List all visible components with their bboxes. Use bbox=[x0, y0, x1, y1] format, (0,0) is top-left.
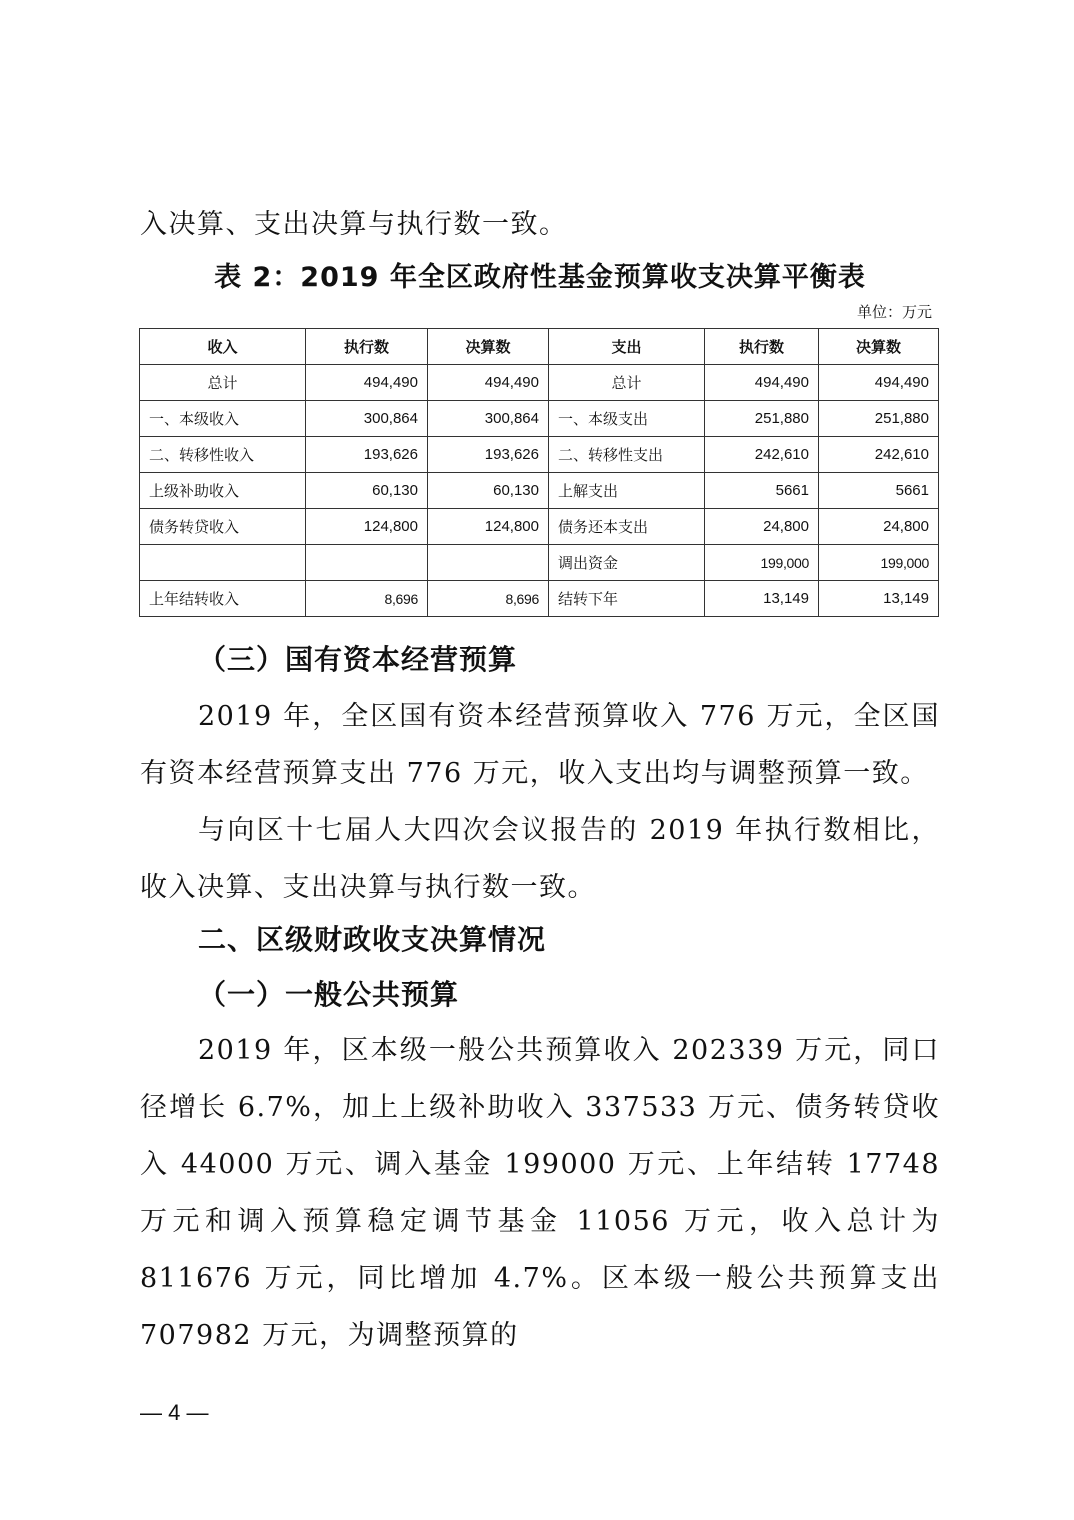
cell-value: 494,490 bbox=[306, 365, 428, 401]
cell-value: 242,610 bbox=[705, 437, 819, 473]
row-label: 二、转移性收入 bbox=[140, 437, 306, 473]
row-label: 一、本级收入 bbox=[140, 401, 306, 437]
cell-value: 124,800 bbox=[428, 509, 549, 545]
row-label: 上解支出 bbox=[549, 473, 705, 509]
cell-value: 300,864 bbox=[306, 401, 428, 437]
row-label: 债务转贷收入 bbox=[140, 509, 306, 545]
cell-value: 24,800 bbox=[819, 509, 939, 545]
row-label: 结转下年 bbox=[549, 581, 705, 617]
row-label: 二、转移性支出 bbox=[549, 437, 705, 473]
page-number: — 4 — bbox=[140, 1400, 209, 1425]
paragraph-comparison: 与向区十七届人大四次会议报告的 2019 年执行数相比，收入决算、支出决算与执行数一致。 bbox=[140, 815, 940, 903]
table-row bbox=[140, 509, 939, 545]
table-row bbox=[140, 401, 939, 437]
col-header-income-final: 决算数 bbox=[428, 329, 549, 365]
row-label: 总计 bbox=[549, 365, 705, 401]
col-header-income-exec: 执行数 bbox=[306, 329, 428, 365]
cell-value: 5661 bbox=[705, 473, 819, 509]
row-label bbox=[140, 545, 306, 581]
table-row bbox=[140, 545, 939, 581]
table-header-row bbox=[140, 329, 939, 365]
cell-value bbox=[428, 545, 549, 581]
col-header-expense-exec: 执行数 bbox=[705, 329, 819, 365]
section-heading-general-budget: （一）一般公共预算 bbox=[198, 978, 460, 1011]
cell-value: 494,490 bbox=[428, 365, 549, 401]
cell-value: 193,626 bbox=[428, 437, 549, 473]
cell-value: 5661 bbox=[819, 473, 939, 509]
cell-value: 199,000 bbox=[819, 545, 939, 581]
continued-paragraph: 入决算、支出决算与执行数一致。 bbox=[140, 209, 568, 240]
cell-value: 60,130 bbox=[306, 473, 428, 509]
cell-value: 24,800 bbox=[705, 509, 819, 545]
paragraph-general-budget: 2019 年，区本级一般公共预算收入 202339 万元，同口径增长 6.7%，加上上级补助收入 337533 万元、债务转贷收入 44000 万元、调入基金 199000 万元、上年结转 17748 万元和调入预算稳定调节基金 11056 万元，收入总计为 811676 万元，同比增加 4.7%。区本级一般公共预算支出 707982 万元，为调整预算的 bbox=[140, 1035, 940, 1351]
row-label: 总计 bbox=[140, 365, 306, 401]
col-header-expense: 支出 bbox=[549, 329, 705, 365]
cell-value: 494,490 bbox=[819, 365, 939, 401]
table-row bbox=[140, 473, 939, 509]
cell-value: 494,490 bbox=[705, 365, 819, 401]
cell-value: 124,800 bbox=[306, 509, 428, 545]
cell-value bbox=[306, 545, 428, 581]
paragraph-state-capital: 2019 年，全区国有资本经营预算收入 776 万元，全区国有资本经营预算支出 776 万元，收入支出均与调整预算一致。 bbox=[140, 701, 940, 789]
row-label: 上年结转收入 bbox=[140, 581, 306, 617]
cell-value: 60,130 bbox=[428, 473, 549, 509]
cell-value: 13,149 bbox=[819, 581, 939, 617]
cell-value: 242,610 bbox=[819, 437, 939, 473]
table-title: 表 2：2019 年全区政府性基金预算收支决算平衡表 bbox=[214, 262, 866, 293]
row-label: 调出资金 bbox=[549, 545, 705, 581]
cell-value: 251,880 bbox=[705, 401, 819, 437]
fund-budget-table bbox=[139, 328, 939, 617]
row-label: 债务还本支出 bbox=[549, 509, 705, 545]
table-row bbox=[140, 365, 939, 401]
cell-value: 199,000 bbox=[705, 545, 819, 581]
table-row bbox=[140, 437, 939, 473]
row-label: 一、本级支出 bbox=[549, 401, 705, 437]
cell-value: 193,626 bbox=[306, 437, 428, 473]
col-header-income: 收入 bbox=[140, 329, 306, 365]
section-heading-district-finance: 二、区级财政收支决算情况 bbox=[198, 923, 547, 956]
row-label: 上级补助收入 bbox=[140, 473, 306, 509]
cell-value: 8,696 bbox=[306, 581, 428, 617]
cell-value: 8,696 bbox=[428, 581, 549, 617]
cell-value: 13,149 bbox=[705, 581, 819, 617]
cell-value: 251,880 bbox=[819, 401, 939, 437]
table-row bbox=[140, 581, 939, 617]
unit-label: 单位：万元 bbox=[856, 303, 932, 321]
col-header-expense-final: 决算数 bbox=[819, 329, 939, 365]
section-heading-state-capital: （三）国有资本经营预算 bbox=[198, 643, 518, 676]
cell-value: 300,864 bbox=[428, 401, 549, 437]
